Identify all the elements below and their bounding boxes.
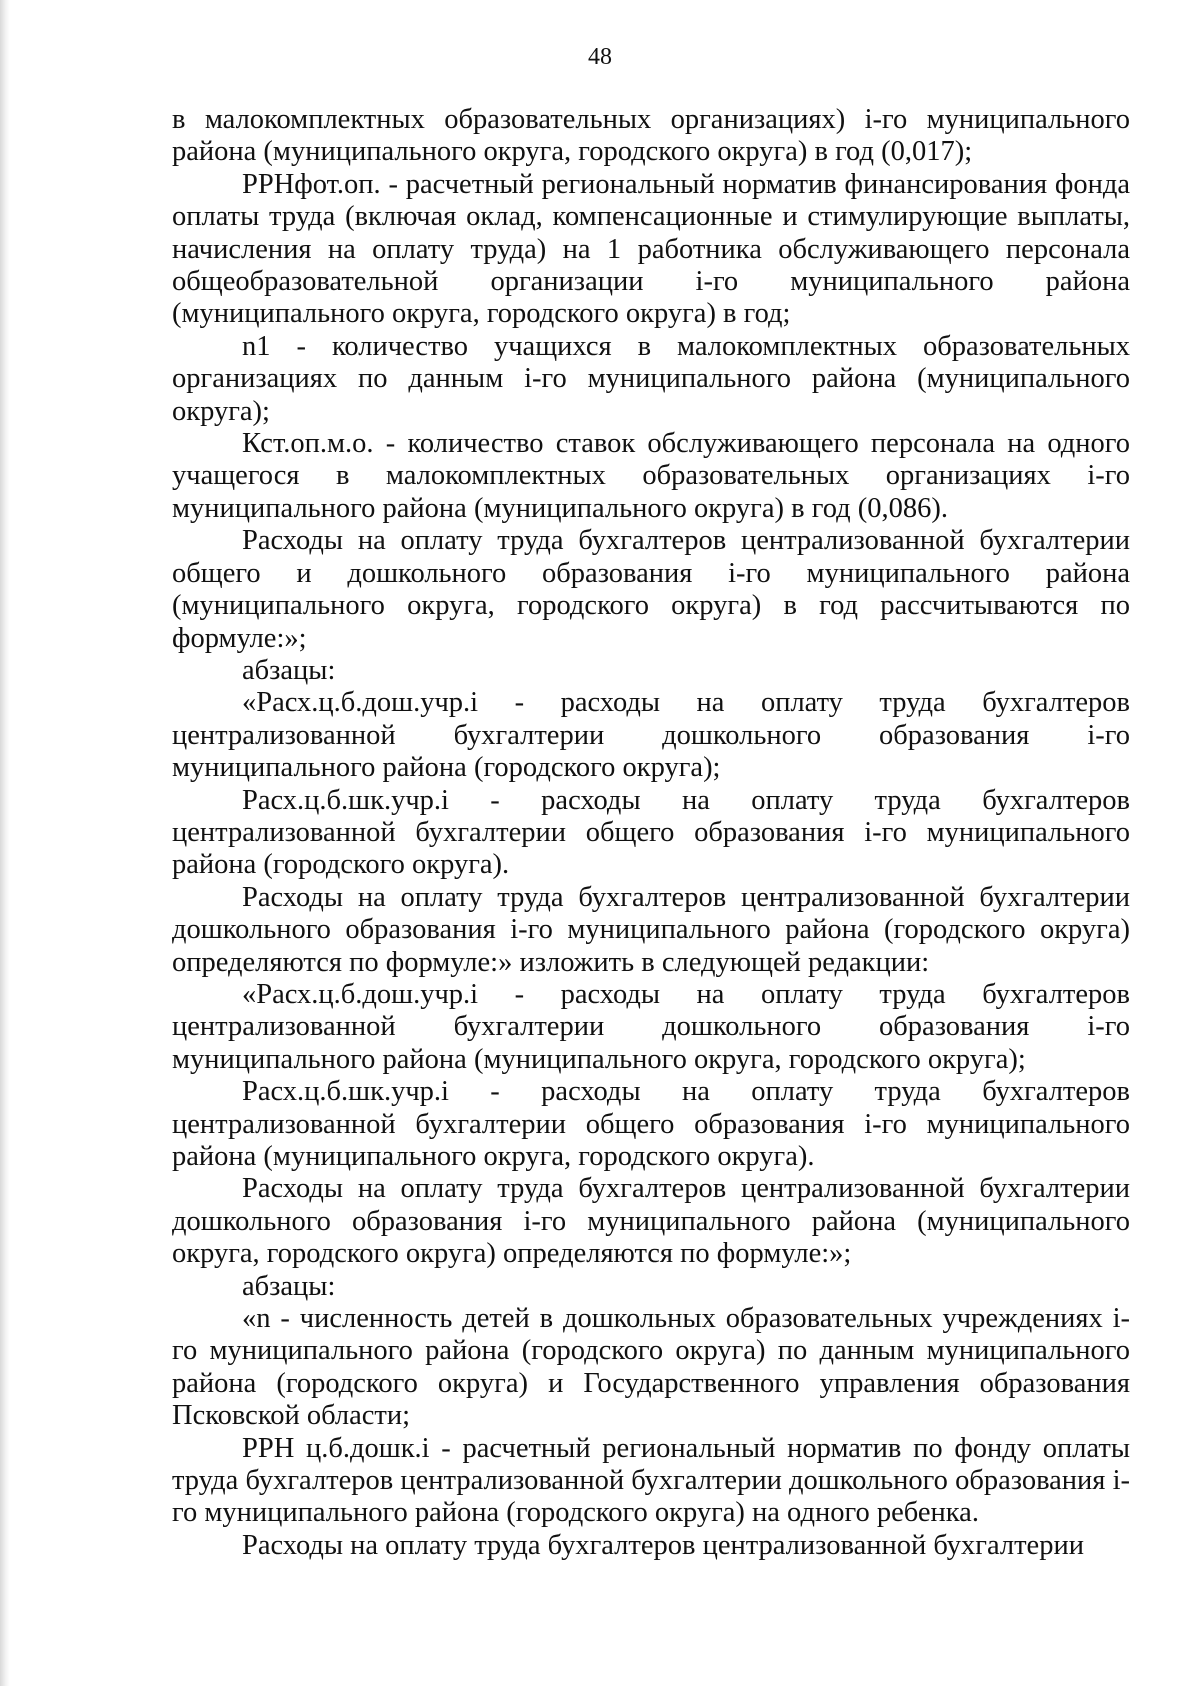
paragraph: РРН ц.б.дошк.i - расчетный региональный норматив по фонду оплаты труда бухгалтеров централизованной бухгалтерии дошкольного образования i-го муниципального района (городского округа) на одного ребенка. xyxy=(172,1432,1130,1529)
paragraph: абзацы: xyxy=(242,654,336,686)
paragraph: «Расх.ц.б.дош.учр.i - расходы на оплату труда бухгалтеров централизованной бухгалтерии дошкольного образования i-го муниципального района (городского округа); xyxy=(172,687,1130,784)
page-number: 48 xyxy=(588,44,612,70)
paragraph: Расходы на оплату труда бухгалтеров централизованной бухгалтерии дошкольного образования i-го муниципального района (муниципального округа, городского округа) определяются по формуле:»; xyxy=(172,1173,1130,1270)
paragraph: Расходы на оплату труда бухгалтеров централизованной бухгалтерии xyxy=(242,1529,1084,1561)
paragraph: в малокомплектных образовательных организациях) i-го муниципального района (муниципального округа, городского округа) в год (0,017); xyxy=(172,104,1130,168)
document-body xyxy=(172,104,1130,1562)
scan-edge xyxy=(0,0,10,1686)
paragraph: абзацы: xyxy=(242,1270,336,1302)
paragraph: «n - численность детей в дошкольных образовательных учреждениях i-го муниципального района (городского округа) по данным муниципального района (городского округа) и Государственного управления образования Псковской области; xyxy=(172,1303,1130,1432)
paragraph: n1 - количество учащихся в малокомплектных образовательных организациях по данным i-го муниципального района (муниципального округа); xyxy=(172,330,1130,427)
paragraph: «Расх.ц.б.дош.учр.i - расходы на оплату труда бухгалтеров централизованной бухгалтерии дошкольного образования i-го муниципального района (муниципального округа, городского округа); xyxy=(172,978,1130,1075)
paragraph: Расх.ц.б.шк.учр.i - расходы на оплату труда бухгалтеров централизованной бухгалтерии общего образования i-го муниципального района (муниципального округа, городского округа). xyxy=(172,1076,1130,1172)
paragraph: РРНфот.оп. - расчетный региональный норматив финансирования фонда оплаты труда (включая оклад, компенсационные и стимулирующие выплаты, начисления на оплату труда) на 1 работника обслуживающего персонала общеобразовательной организации i-го муниципального района (муниципального округа, городского округа) в год; xyxy=(172,168,1130,330)
paragraph: Кст.оп.м.о. - количество ставок обслуживающего персонала на одного учащегося в малокомплектных образовательных организациях i-го муниципального района (муниципального округа) в год (0,086). xyxy=(172,428,1130,524)
paragraph: Расходы на оплату труда бухгалтеров централизованной бухгалтерии общего и дошкольного образования i-го муниципального района (муниципального округа, городского округа) в год рассчитываются по формуле:»; xyxy=(172,525,1130,654)
paragraph: Расходы на оплату труда бухгалтеров централизованной бухгалтерии дошкольного образования i-го муниципального района (городского округа) определяются по формуле:» изложить в следующей редакции: xyxy=(172,881,1130,978)
paragraph: Расх.ц.б.шк.учр.i - расходы на оплату труда бухгалтеров централизованной бухгалтерии общего образования i-го муниципального района (городского округа). xyxy=(172,784,1130,881)
